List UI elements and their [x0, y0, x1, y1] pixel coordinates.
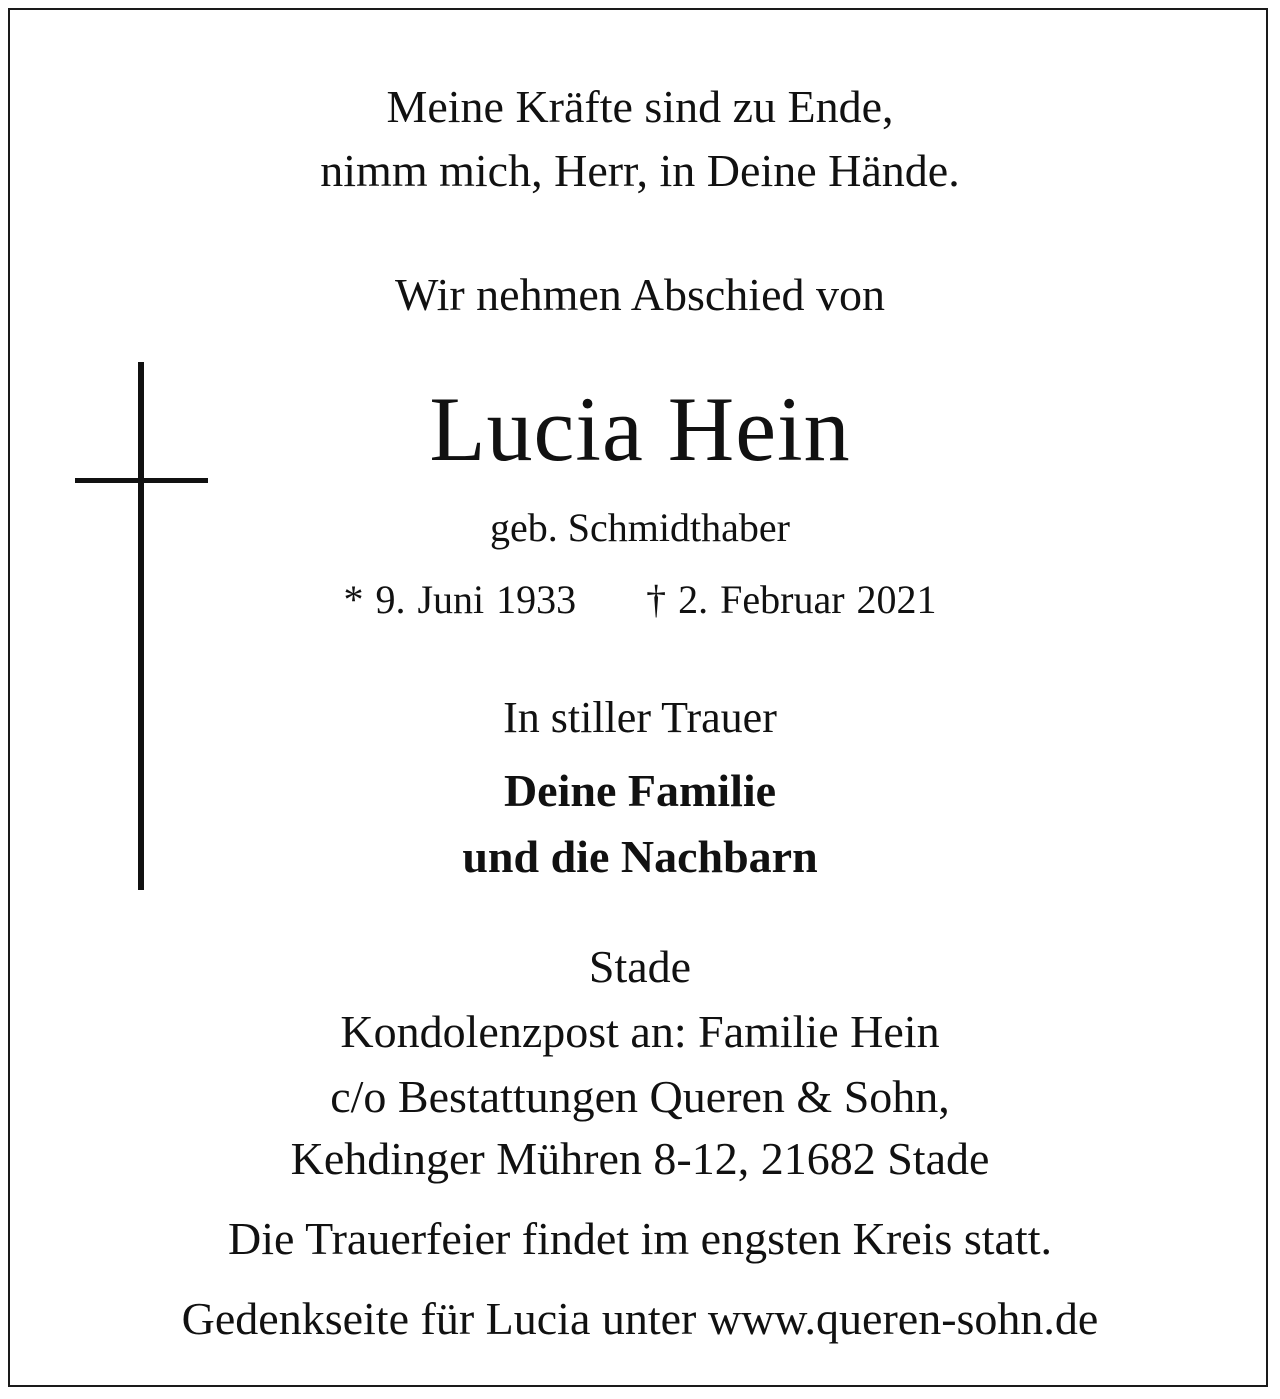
- mourners-line-2: und die Nachbarn: [462, 831, 818, 882]
- memorial-page: Gedenkseite für Lucia unter www.queren-sohn.de: [181, 1293, 1099, 1344]
- maiden-name: geb. Schmidthaber: [490, 505, 790, 550]
- farewell-intro: Wir nehmen Abschied von: [395, 269, 885, 320]
- cross-icon-crossbar: [75, 478, 208, 483]
- birth-date: * 9. Juni 1933: [343, 577, 577, 622]
- condolence-line-3: Kehdinger Mühren 8-12, 21682 Stade: [290, 1133, 990, 1184]
- mourners-line-1: Deine Familie: [503, 765, 777, 816]
- place: Stade: [588, 941, 692, 992]
- condolence-line-1: Kondolenzpost an: Familie Hein: [340, 1006, 940, 1057]
- funeral-note: Die Trauerfeier findet im engsten Kreis statt.: [228, 1213, 1052, 1264]
- deceased-name: Lucia Hein: [429, 378, 851, 480]
- verse-line-2: nimm mich, Herr, in Deine Hände.: [320, 145, 960, 196]
- condolence-line-2: c/o Bestattungen Queren & Sohn,: [330, 1071, 950, 1122]
- mourning-line: In stiller Trauer: [503, 693, 777, 742]
- verse-line-1: Meine Kräfte sind zu Ende,: [386, 81, 894, 132]
- death-date: † 2. Februar 2021: [646, 577, 937, 622]
- life-dates: [0, 577, 1280, 622]
